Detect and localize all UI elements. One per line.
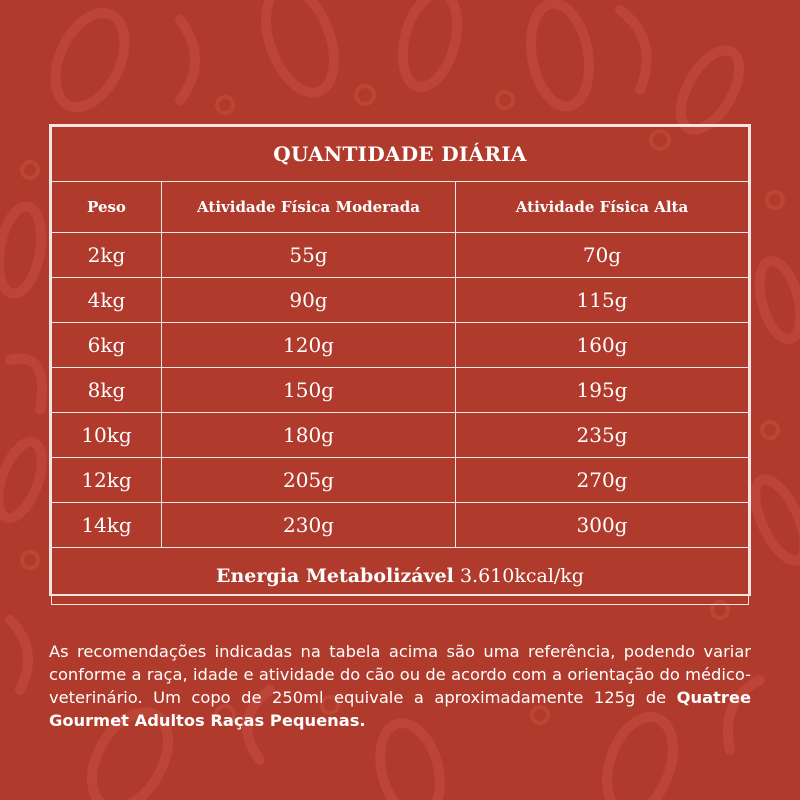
table-row: [52, 323, 749, 368]
high-cell: 115g: [456, 278, 749, 323]
note-text: As recomendações indicadas na tabela acima são uma referência, podendo variar conforme a raça, idade e atividade do cão ou de acordo com a orientação do médico-veterinário. Um copo de 250ml equivale a aproximadamente 125g de: [49, 642, 751, 708]
high-cell: 70g: [456, 233, 749, 278]
weight-cell: 6kg: [52, 323, 162, 368]
moderate-cell: 230g: [162, 503, 456, 548]
moderate-cell: 205g: [162, 458, 456, 503]
energy-row: [52, 548, 749, 605]
high-cell: 195g: [456, 368, 749, 413]
table-row: [52, 458, 749, 503]
daily-quantity-table: [51, 126, 749, 605]
weight-cell: 14kg: [52, 503, 162, 548]
moderate-cell: 120g: [162, 323, 456, 368]
moderate-cell: 180g: [162, 413, 456, 458]
table-title: QUANTIDADE DIÁRIA: [52, 127, 749, 182]
table-row: [52, 503, 749, 548]
header-moderate-activity: Atividade Física Moderada: [162, 182, 456, 233]
product-name: Quatree Gourmet Adultos Raças Pequenas.: [49, 688, 751, 731]
high-cell: 160g: [456, 323, 749, 368]
moderate-cell: 90g: [162, 278, 456, 323]
daily-quantity-table-frame: [49, 124, 751, 596]
weight-cell: 12kg: [52, 458, 162, 503]
energy-cell: [52, 548, 749, 605]
weight-cell: 8kg: [52, 368, 162, 413]
table-header-row: [52, 182, 749, 233]
table-title-row: [52, 127, 749, 182]
moderate-cell: 150g: [162, 368, 456, 413]
recommendation-note: [49, 640, 751, 732]
weight-cell: 2kg: [52, 233, 162, 278]
weight-cell: 4kg: [52, 278, 162, 323]
table-row: [52, 233, 749, 278]
header-high-activity: Atividade Física Alta: [456, 182, 749, 233]
moderate-cell: 55g: [162, 233, 456, 278]
table-row: [52, 278, 749, 323]
high-cell: 235g: [456, 413, 749, 458]
table-row: [52, 413, 749, 458]
header-weight: Peso: [52, 182, 162, 233]
weight-cell: 10kg: [52, 413, 162, 458]
energy-label: Energia Metabolizável: [216, 565, 454, 587]
high-cell: 300g: [456, 503, 749, 548]
high-cell: 270g: [456, 458, 749, 503]
table-row: [52, 368, 749, 413]
energy-value: 3.610kcal/kg: [459, 565, 584, 587]
